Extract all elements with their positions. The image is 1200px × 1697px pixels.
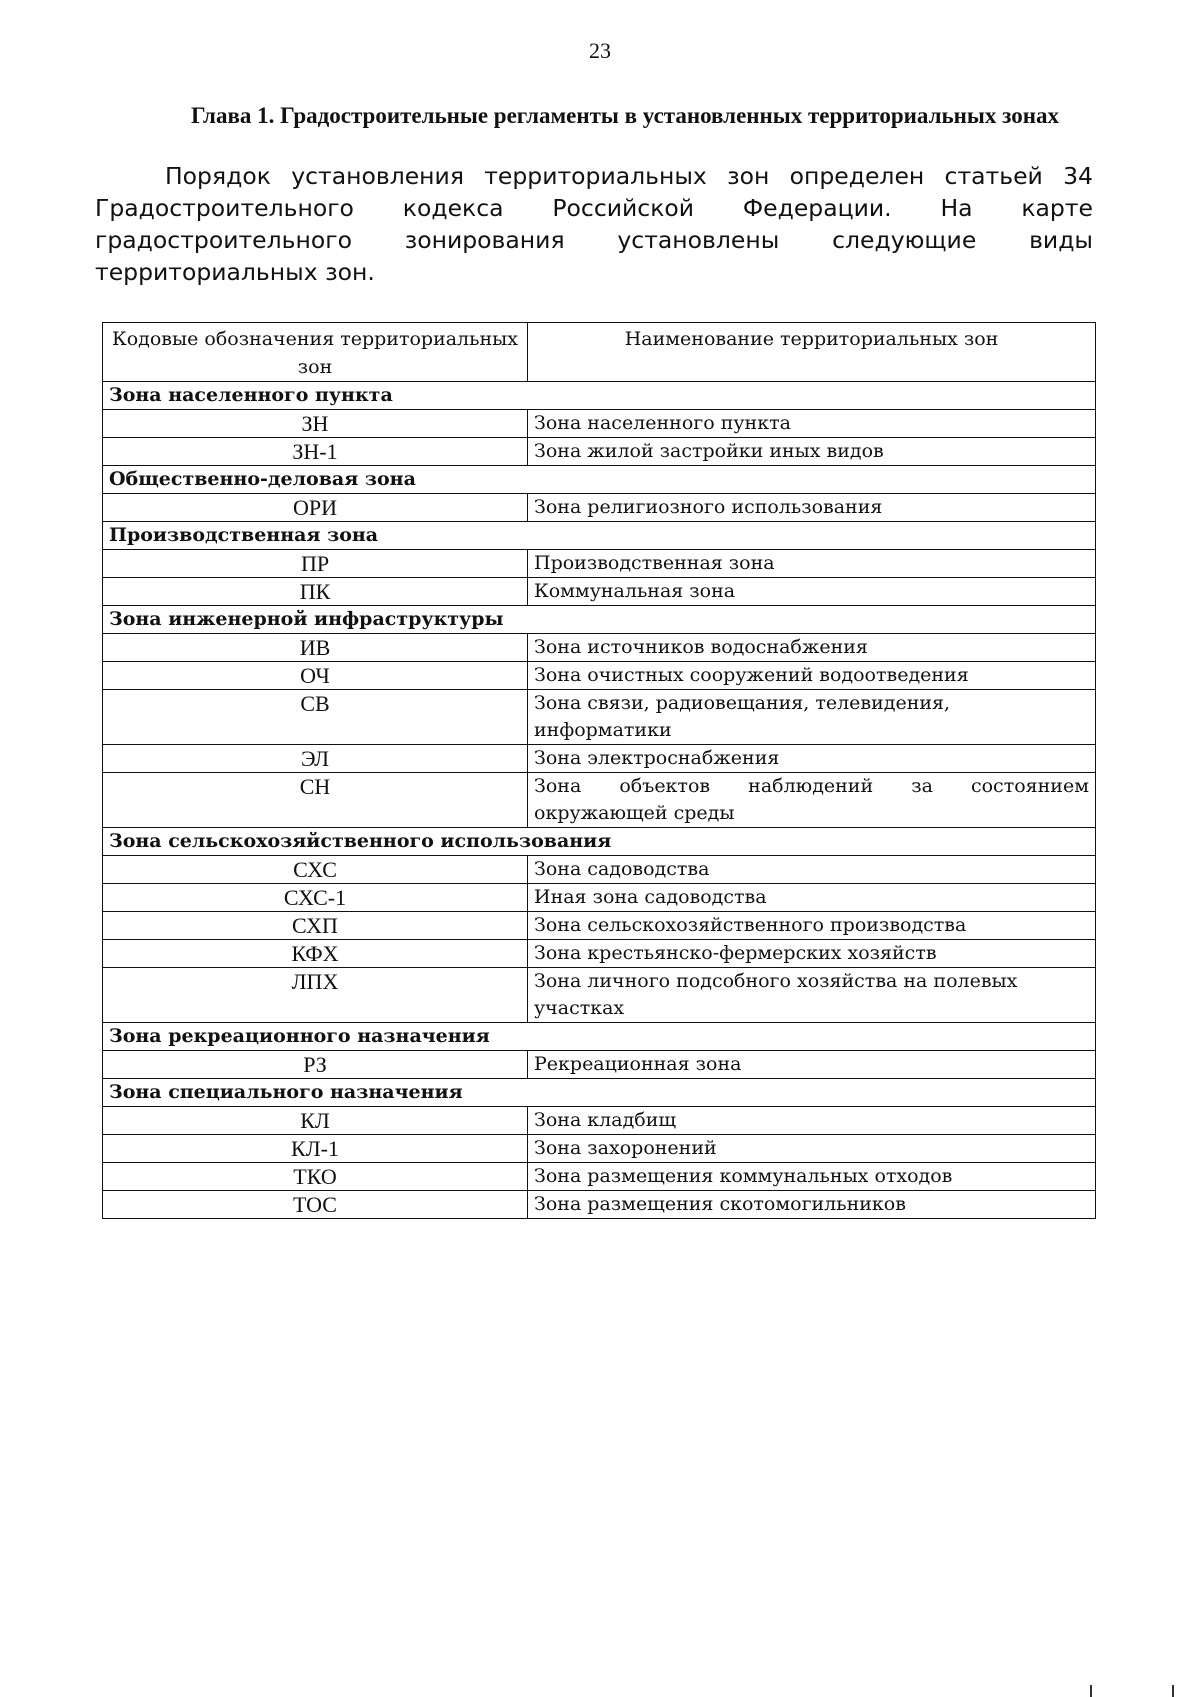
scan-edge-mark [1172, 1685, 1174, 1697]
zone-code: СН [103, 773, 528, 828]
zone-code: ЭЛ [103, 745, 528, 773]
table-header-row [103, 323, 1096, 382]
zone-code: КЛ-1 [103, 1135, 528, 1163]
table-row [103, 856, 1096, 884]
zone-code: ОРИ [103, 494, 528, 522]
zone-code: ИВ [103, 634, 528, 662]
zone-name: Зона размещения коммунальных отходов [528, 1163, 1096, 1191]
zone-code: ПК [103, 578, 528, 606]
zone-name: Рекреационная зона [528, 1051, 1096, 1079]
table-row [103, 1163, 1096, 1191]
table-row [103, 745, 1096, 773]
group-title: Общественно-деловая зона [103, 466, 1096, 494]
group-title: Зона рекреационного назначения [103, 1023, 1096, 1051]
table-row [103, 1107, 1096, 1135]
zone-code: СХП [103, 912, 528, 940]
zone-code: КФХ [103, 940, 528, 968]
zone-code: ПР [103, 550, 528, 578]
table-row [103, 968, 1096, 1023]
zones-table-body [103, 382, 1096, 1219]
zone-code: СХС-1 [103, 884, 528, 912]
table-row [103, 1135, 1096, 1163]
group-title: Зона инженерной инфраструктуры [103, 606, 1096, 634]
zone-code: РЗ [103, 1051, 528, 1079]
group-row [103, 606, 1096, 634]
zone-name: Зона личного подсобного хозяйства на полевых участках [528, 968, 1096, 1023]
zone-code: ТОС [103, 1191, 528, 1219]
table-row [103, 940, 1096, 968]
group-title: Зона специального назначения [103, 1079, 1096, 1107]
intro-paragraph: Порядок установления территориальных зон определен статьей 34 Градостроительного кодекса Российской Федерации. На карте градостроительного зонирования установлены следующие виды территориальных зон. [95, 162, 1093, 286]
zone-code: СХС [103, 856, 528, 884]
group-row [103, 522, 1096, 550]
zone-code: ЗН [103, 410, 528, 438]
zone-name: Зона размещения скотомогильников [528, 1191, 1096, 1219]
zone-name: Зона садоводства [528, 856, 1096, 884]
page-number: 23 [589, 38, 611, 63]
table-row [103, 634, 1096, 662]
table-row [103, 912, 1096, 940]
zone-code: ЛПХ [103, 968, 528, 1023]
scan-edge-mark [1090, 1685, 1092, 1697]
chapter-title: Глава 1. Градостроительные регламенты в установленных территориальных зонах [191, 103, 1059, 128]
group-title: Зона сельскохозяйственного использования [103, 828, 1096, 856]
table-row [103, 884, 1096, 912]
table-row [103, 550, 1096, 578]
group-title: Зона населенного пункта [103, 382, 1096, 410]
group-row [103, 466, 1096, 494]
zone-name: Зона очистных сооружений водоотведения [528, 662, 1096, 690]
group-row [103, 382, 1096, 410]
group-row [103, 1023, 1096, 1051]
group-row [103, 1079, 1096, 1107]
zone-code: КЛ [103, 1107, 528, 1135]
zone-name: Зона источников водоснабжения [528, 634, 1096, 662]
zone-name: Зона связи, радиовещания, телевидения, информатики [528, 690, 1096, 745]
group-row [103, 828, 1096, 856]
table-row [103, 773, 1096, 828]
zone-name: Зона кладбищ [528, 1107, 1096, 1135]
zone-name: Зона сельскохозяйственного производства [528, 912, 1096, 940]
header-name: Наименование территориальных зон [528, 323, 1096, 382]
zone-code: ТКО [103, 1163, 528, 1191]
zone-code: ОЧ [103, 662, 528, 690]
table-row [103, 494, 1096, 522]
zone-name: Зона жилой застройки иных видов [528, 438, 1096, 466]
zone-name: Зона населенного пункта [528, 410, 1096, 438]
header-code: Кодовые обозначения территориальных зон [103, 323, 528, 382]
zones-table [102, 322, 1096, 1219]
zone-name: Зона электроснабжения [528, 745, 1096, 773]
table-row [103, 578, 1096, 606]
table-row [103, 410, 1096, 438]
zone-name: Зона объектов наблюдений за состоянием окружающей среды [528, 773, 1096, 828]
group-title: Производственная зона [103, 522, 1096, 550]
zone-name: Производственная зона [528, 550, 1096, 578]
zone-name: Зона религиозного использования [528, 494, 1096, 522]
table-row [103, 690, 1096, 745]
table-row [103, 438, 1096, 466]
zone-code: СВ [103, 690, 528, 745]
zone-name: Зона захоронений [528, 1135, 1096, 1163]
zone-name: Зона крестьянско-фермерских хозяйств [528, 940, 1096, 968]
table-row [103, 662, 1096, 690]
table-row [103, 1191, 1096, 1219]
zone-code: ЗН-1 [103, 438, 528, 466]
table-row [103, 1051, 1096, 1079]
zone-name: Коммунальная зона [528, 578, 1096, 606]
zone-name: Иная зона садоводства [528, 884, 1096, 912]
